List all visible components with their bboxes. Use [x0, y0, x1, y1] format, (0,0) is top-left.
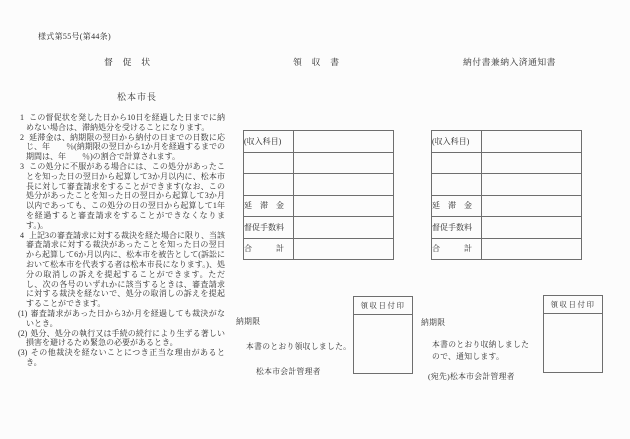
- note-number: 4: [20, 230, 24, 240]
- notice-statement-line1: 本書のとおり収納しました: [432, 340, 530, 349]
- stamp-box-label: 領収日付印: [544, 296, 602, 314]
- notice-stamp-box: [543, 295, 603, 373]
- receipt-stamp-box: [353, 296, 413, 374]
- row-label-cell: 督促手数料: [432, 217, 482, 239]
- note-item: [20, 162, 225, 231]
- amount-cell: [294, 238, 394, 260]
- notice-due-date-label: 納期限: [421, 318, 446, 327]
- table-row: [244, 174, 394, 196]
- note-number: (3): [18, 348, 28, 358]
- row-label-cell: [432, 174, 482, 196]
- row-label-cell: 合 計: [244, 238, 294, 260]
- table-row: [432, 131, 582, 153]
- note-text: この処分に不服がある場合には、この処分があったことを知った日の翌日から起算して3か月以内に、松本市長に対して審査請求をすることができます(なお、この処分があったことを知った日の翌日から起算して3か月以内であっても、この処分の日の翌日から起算して1年を経過すると審査請求をすることができなくなります。)。: [26, 161, 225, 230]
- note-text: 処分、処分の執行又は手続の続行により生ずる著しい損害を避けるため緊急の必要があるとき。: [26, 328, 225, 348]
- table-row: [244, 238, 394, 260]
- amount-cell: [482, 152, 582, 174]
- table-row: [432, 238, 582, 260]
- row-label-cell: 合 計: [432, 238, 482, 260]
- note-text: 審査請求があった日から3か月を経過しても裁決がないとき。: [26, 308, 225, 328]
- amount-cell: [482, 195, 582, 217]
- row-label-cell: [244, 152, 294, 174]
- receipt-due-date-label: 納期限: [236, 317, 261, 326]
- receipt-fee-table: [243, 130, 394, 260]
- row-label-cell: (収入科目): [432, 131, 482, 153]
- notice-statement-line2: ので、通知します。: [432, 352, 505, 361]
- notice-signer: (宛先)松本市会計管理者: [428, 372, 515, 381]
- receipt-statement: 本書のとおり領収しました。: [246, 342, 352, 351]
- row-label-cell: [244, 174, 294, 196]
- table-row: [432, 195, 582, 217]
- amount-cell: [294, 174, 394, 196]
- note-number: 1: [20, 113, 24, 122]
- amount-cell: [482, 217, 582, 239]
- notice-fee-table: [431, 130, 582, 260]
- row-label-cell: 延 滞 金: [432, 195, 482, 217]
- title-payment-notice: 納付書兼納入済通知書: [463, 57, 556, 67]
- note-number: 3: [20, 161, 24, 171]
- note-subitem: [18, 348, 225, 368]
- form-number: 様式第55号(第44条): [38, 32, 111, 41]
- amount-cell: [482, 131, 582, 153]
- table-row: [244, 152, 394, 174]
- note-text: その他裁決を経ないことにつき正当な理由があるとき。: [26, 348, 225, 367]
- table-row: [432, 174, 582, 196]
- amount-cell: [294, 195, 394, 217]
- note-text: 上記3の審査請求に対する裁決を経た場合に限り、当該審査請求に対する裁決があったことを知った日の翌日から起算して6か月以内に、松本市を被告として(訴訟において松本市を代表する者は松本市長になります。)、処分の取消しの訴えを提起することができます。ただし、次の各号のいずれかに該当するときは、審査請求に対する裁決を経ないで、処分の取消しの訴えを提起することができます。: [26, 230, 225, 309]
- table-row: [244, 131, 394, 153]
- table-row: [432, 217, 582, 239]
- row-label-cell: (収入科目): [244, 131, 294, 153]
- amount-cell: [294, 131, 394, 153]
- receipt-signer: 松本市会計管理者: [256, 367, 321, 376]
- table-row: [244, 217, 394, 239]
- note-text: 延滞金は、納期限の翌日から納付の日までの日数に応じ、年 ％(納期限の翌日から1か月を経過するまでの期間は、年 ％)の割合で計算されます。: [26, 132, 225, 162]
- amount-cell: [482, 174, 582, 196]
- title-demand-letter: 督 促 状: [104, 57, 151, 67]
- note-text: この督促状を発した日から10日を経過した日までに納めない場合は、滞納処分を受けることになります。: [26, 113, 225, 132]
- sender-mayor: 松本市長: [117, 92, 158, 102]
- note-subitem: [18, 329, 225, 349]
- note-number: 2: [20, 132, 24, 142]
- amount-cell: [482, 238, 582, 260]
- row-label-cell: 延 滞 金: [244, 195, 294, 217]
- stamp-box-label: 領収日付印: [354, 297, 412, 315]
- legal-notes: [13, 113, 225, 368]
- note-number: (2): [18, 328, 28, 338]
- row-label-cell: [432, 152, 482, 174]
- amount-cell: [294, 217, 394, 239]
- row-label-cell: 督促手数料: [244, 217, 294, 239]
- table-row: [432, 152, 582, 174]
- note-number: (1): [18, 308, 28, 318]
- amount-cell: [294, 152, 394, 174]
- note-item: [20, 231, 225, 309]
- note-item: [20, 133, 225, 162]
- title-receipt: 領 収 書: [293, 57, 340, 67]
- table-row: [244, 195, 394, 217]
- note-item: [20, 113, 225, 133]
- note-subitem: [18, 309, 225, 329]
